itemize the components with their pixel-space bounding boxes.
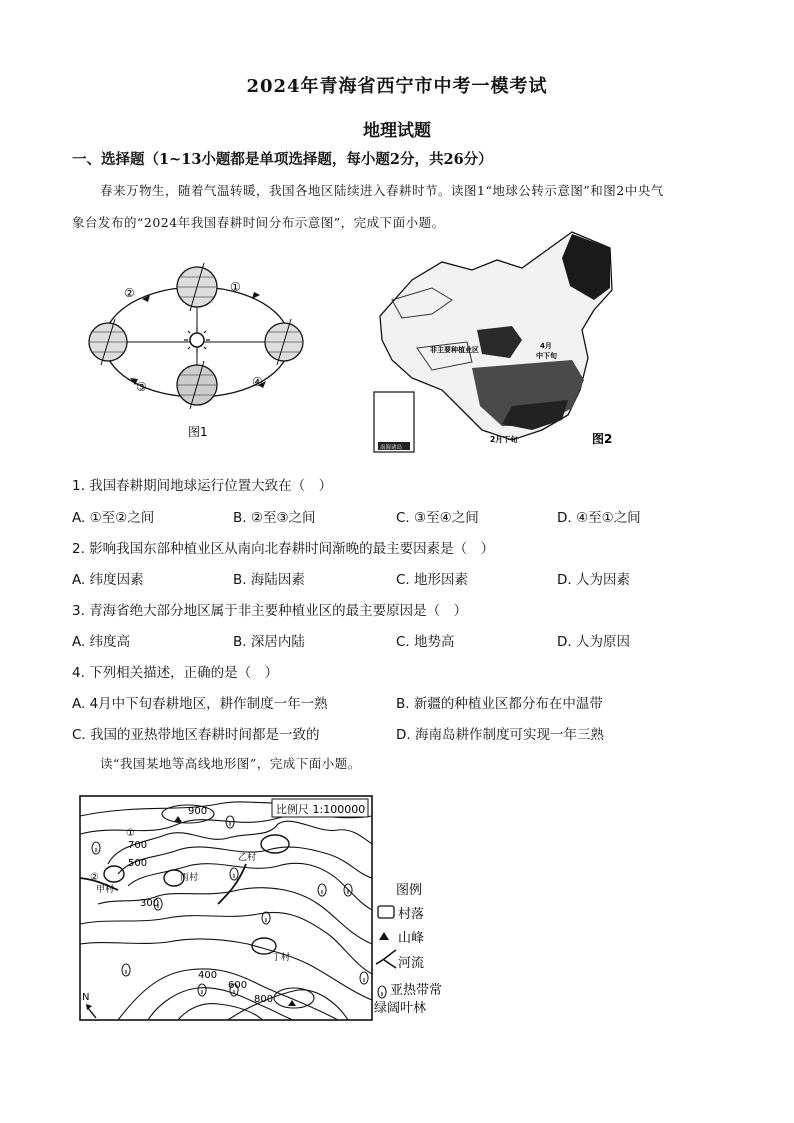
position-1-label: ①: [230, 280, 241, 294]
contour-label-900: 900: [188, 806, 208, 817]
q2-option-b[interactable]: B. 海陆因素: [233, 572, 305, 588]
position-3-label: ③: [136, 380, 147, 394]
april-label: 4月: [540, 342, 552, 350]
position-4-label: ④: [252, 375, 263, 389]
village-yi-label: 乙村: [238, 853, 257, 863]
contour-label-300: 300: [140, 898, 160, 909]
question-3-stem: 3. 青海省绝大部分地区属于非主要种植业区的最主要原因是（ ）: [72, 603, 468, 619]
feb-late-label: 2月下旬: [490, 435, 518, 444]
section-heading: 一、选择题（1~13小题都是单项选择题，每小题2分，共26分）: [72, 151, 493, 168]
legend-river-label: 河流: [398, 956, 425, 971]
legend-forest-icon: [378, 986, 386, 998]
exam-subtitle: 地理试题: [363, 121, 431, 141]
contour-label-400: 400: [198, 970, 218, 981]
q4-option-b[interactable]: B. 新疆的种植业区都分布在中温带: [396, 696, 603, 712]
legend-village-label: 村落: [398, 907, 425, 922]
legend-river-icon: [376, 950, 396, 968]
q1-option-a[interactable]: A. ①至②之间: [72, 510, 155, 526]
legend-peak-icon: [379, 932, 389, 940]
q2-option-a[interactable]: A. 纬度因素: [72, 572, 144, 588]
scale-label: 比例尺 1:100000: [276, 803, 366, 816]
contour-label-600: 600: [228, 980, 248, 991]
q4-option-c[interactable]: C. 我国的亚热带地区春耕时间都是一致的: [72, 727, 320, 743]
map-frame: [80, 796, 372, 1020]
section2-intro: 读“我国某地等高线地形图”，完成下面小题。: [100, 756, 361, 771]
question-1-stem: 1. 我国春耕期间地球运行位置大致在（ ）: [72, 478, 333, 494]
legend-village-icon: [378, 906, 394, 918]
legend: [374, 883, 442, 1016]
contour-label-500: 500: [128, 858, 148, 869]
earth-bottom-icon: [177, 361, 217, 409]
figure3-contour-map: [78, 794, 450, 1026]
figure2-china-map: [372, 230, 614, 455]
q1-option-b[interactable]: B. ②至③之间: [233, 510, 316, 526]
earth-left-icon: [89, 319, 127, 365]
exam-title: 2024年青海省西宁市中考一模考试: [246, 76, 548, 97]
earth-top-icon: [177, 263, 217, 311]
q3-option-c[interactable]: C. 地势高: [396, 634, 455, 650]
q3-option-d[interactable]: D. 人为原因: [557, 634, 630, 650]
q3-option-b[interactable]: B. 深居内陆: [233, 634, 305, 650]
intro-paragraph-line2: 象台发布的“2024年我国春耕时间分布示意图”，完成下面小题。: [72, 215, 445, 230]
figure2-caption: 图2: [592, 432, 613, 446]
q1-option-d[interactable]: D. ④至①之间: [557, 510, 641, 526]
village-ding-label: 丁村: [272, 953, 291, 963]
position-2-label: ②: [124, 286, 135, 300]
svg-text:N: N: [82, 992, 90, 1003]
earth-right-icon: [265, 319, 303, 365]
contour-label-800: 800: [254, 994, 274, 1005]
question-2-stem: 2. 影响我国东部种植业区从南向北春耕时间渐晚的最主要因素是（ ）: [72, 541, 495, 557]
point-1-label: ①: [126, 828, 135, 839]
legend-forest-label-2: 绿阔叶林: [374, 1001, 427, 1016]
legend-forest-label-1: 亚热带常: [390, 983, 443, 998]
figure1-earth-revolution: [80, 255, 320, 445]
q2-option-c[interactable]: C. 地形因素: [396, 572, 469, 588]
inset-label: 南海诸岛: [380, 445, 403, 451]
q1-option-c[interactable]: C. ③至④之间: [396, 510, 479, 526]
q2-option-d[interactable]: D. 人为因素: [557, 572, 630, 588]
mid-lower-label: 中下旬: [536, 352, 557, 360]
legend-peak-label: 山峰: [398, 931, 425, 946]
q3-option-a[interactable]: A. 纬度高: [72, 634, 131, 650]
sun-icon: [184, 327, 210, 353]
question-4-stem: 4. 下列相关描述，正确的是（ ）: [72, 665, 279, 681]
village-bing-label: 丙村: [180, 873, 199, 883]
q4-option-d[interactable]: D. 海南岛耕作制度可实现一年三熟: [396, 727, 604, 743]
q4-option-a[interactable]: A. 4月中下旬春耕地区，耕作制度一年一熟: [72, 696, 328, 712]
figure1-caption: 图1: [188, 425, 208, 439]
legend-title: 图例: [396, 883, 423, 898]
non-main-area-label: 非主要种植业区: [430, 346, 479, 354]
point-2-label: ②: [90, 872, 99, 883]
village-jia-label: 甲村: [96, 885, 115, 895]
contour-label-700: 700: [128, 840, 148, 851]
intro-paragraph-line1: 春来万物生，随着气温转暖，我国各地区陆续进入春耕时节。读图1“地球公转示意图”和图2中央气: [100, 183, 664, 198]
